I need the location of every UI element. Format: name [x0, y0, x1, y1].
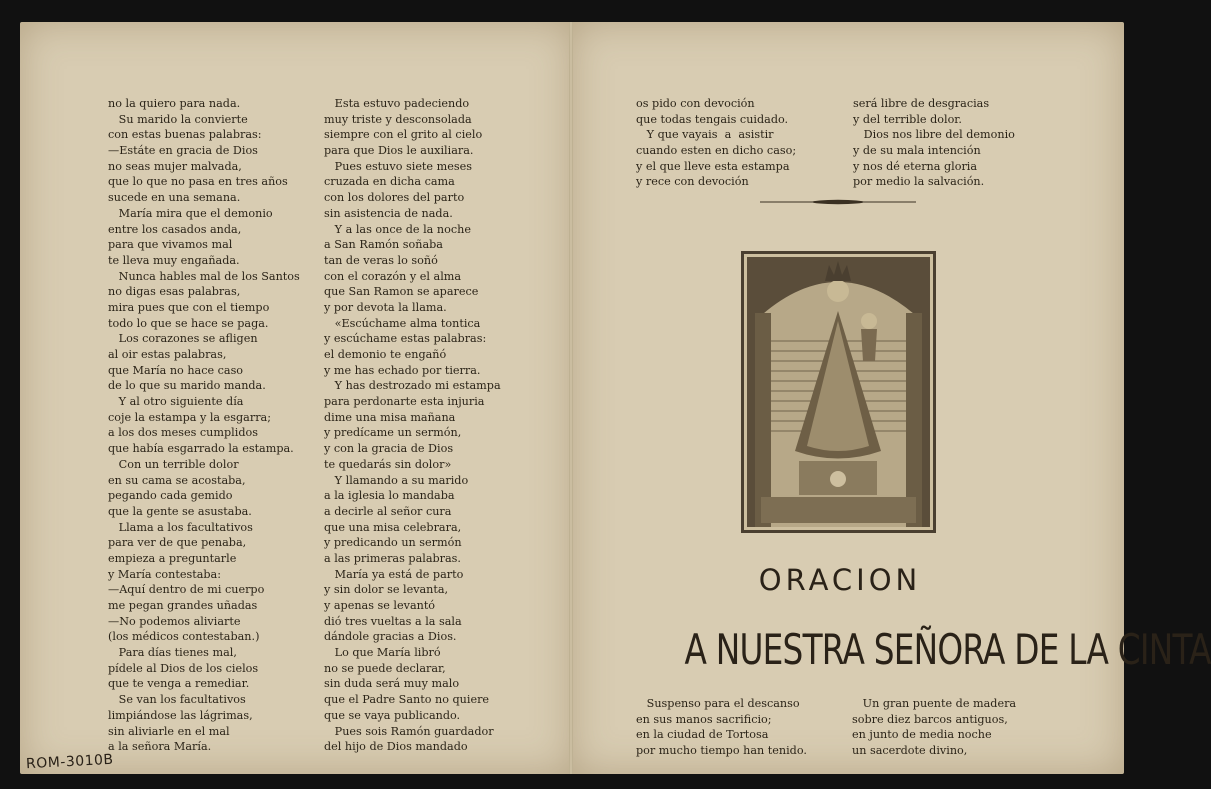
verse-line: que lo que no pasa en tres años	[108, 175, 288, 189]
verse-line: cuando esten en dicho caso;	[636, 144, 797, 158]
verse-line: por mucho tiempo han tenido.	[636, 744, 807, 758]
verse-line: Dios nos libre del demonio	[853, 128, 1015, 142]
verse-line: y sin dolor se levanta,	[324, 583, 449, 597]
verse-line: en junto de media noche	[852, 728, 992, 742]
verse-line: os pido con devoción	[636, 97, 755, 110]
verse-line: que se vaya publicando.	[324, 708, 461, 722]
verse-line: de lo que su marido manda.	[108, 379, 266, 393]
verse-line: María ya está de parto	[324, 567, 464, 581]
verse-line: a las primeras palabras.	[324, 551, 461, 565]
verse-line: pegando cada gemido	[108, 489, 233, 503]
verse-line: Esta estuvo padeciendo	[324, 97, 470, 110]
verse-line: tan de veras lo soñó	[324, 253, 438, 267]
verse-line: sobre diez barcos antiguos,	[852, 712, 1008, 726]
verse-line: y escúchame estas palabras:	[324, 332, 487, 346]
verse-line: y María contestaba:	[108, 567, 221, 581]
verse-line: y de su mala intención	[853, 144, 981, 158]
poem-column-3	[636, 96, 796, 190]
verse-line: Un gran puente de madera	[852, 697, 1017, 710]
poem-column-1	[108, 96, 300, 755]
verse-line: (los médicos contestaban.)	[108, 630, 260, 644]
verse-line: «Escúchame alma tontica	[324, 316, 481, 330]
verse-line: que San Ramon se aparece	[324, 285, 479, 299]
verse-line: en la ciudad de Tortosa	[636, 728, 769, 742]
verse-line: mira pues que con el tiempo	[108, 300, 270, 314]
verse-line: Pues estuvo siete meses	[324, 159, 472, 173]
verse-line: que todas tengais cuidado.	[636, 112, 789, 126]
verse-line: en sus manos sacrificio;	[636, 712, 772, 726]
verse-line: sucede en una semana.	[108, 191, 241, 205]
verse-line: te quedarás sin dolor»	[324, 457, 452, 471]
verse-line: todo lo que se hace se paga.	[108, 316, 269, 330]
verse-line: siempre con el grito al cielo	[324, 128, 483, 142]
verse-line: sin duda será muy malo	[324, 677, 460, 691]
verse-line: con los dolores del parto	[324, 191, 465, 205]
verse-line: Y que vayais a asistir	[636, 128, 774, 142]
verse-line: y predicando un sermón	[324, 536, 462, 550]
verse-line: y me has echado por tierra.	[324, 363, 481, 377]
verse-line: dió tres vueltas a la sala	[324, 614, 462, 628]
verse-line: no digas esas palabras,	[108, 285, 241, 299]
verse-line: que el Padre Santo no quiere	[324, 693, 490, 707]
verse-line: Y llamando a su marido	[324, 473, 469, 487]
verse-line: el demonio te engañó	[324, 348, 447, 361]
poem-column-5	[636, 696, 807, 759]
verse-line: y predícame un sermón,	[324, 426, 462, 440]
verse-line: y apenas se levantó	[324, 599, 436, 612]
verse-line: Lo que María libró	[324, 646, 441, 660]
verse-line: me pegan grandes uñadas	[108, 599, 258, 612]
verse-line: a San Ramón soñaba	[324, 238, 443, 252]
verse-line: Y a las once de la noche	[324, 222, 471, 236]
verse-line: y nos dé eterna gloria	[853, 159, 978, 173]
verse-line: sin asistencia de nada.	[324, 206, 453, 220]
verse-line: Y has destrozado mi estampa	[324, 379, 501, 393]
verse-line: a la señora María.	[108, 740, 212, 754]
verse-line: empieza a preguntarle	[108, 551, 237, 565]
verse-line: que la gente se asustaba.	[108, 504, 252, 518]
verse-line: para que Dios le auxiliara.	[324, 144, 474, 158]
verse-line: dándole gracias a Dios.	[324, 630, 457, 644]
verse-line: Pues sois Ramón guardador	[324, 724, 494, 738]
verse-line: Nunca hables mal de los Santos	[108, 269, 300, 283]
verse-line: al oir estas palabras,	[108, 348, 227, 361]
verse-line: limpiándose las lágrimas,	[108, 708, 253, 722]
verse-line: Suspenso para el descanso	[636, 697, 800, 710]
verse-line: —Estáte en gracia de Dios	[108, 144, 258, 158]
verse-line: a decirle al señor cura	[324, 504, 452, 518]
verse-line: para que vivamos mal	[108, 238, 233, 252]
verse-line: a la iglesia lo mandaba	[324, 489, 455, 503]
verse-line: será libre de desgracias	[853, 97, 990, 110]
catalog-mark: ROM-3010B	[25, 751, 114, 773]
verse-line: que María no hace caso	[108, 363, 244, 377]
verse-line: —No podemos aliviarte	[108, 614, 241, 628]
verse-line: Los corazones se afligen	[108, 332, 258, 346]
divider-ornament	[760, 199, 916, 205]
verse-line: Su marido la convierte	[108, 112, 248, 126]
verse-line: con el corazón y el alma	[324, 269, 462, 283]
verse-line: y del terrible dolor.	[853, 112, 962, 126]
verse-line: te lleva muy engañada.	[108, 253, 240, 267]
verse-line: a los dos meses cumplidos	[108, 426, 258, 440]
verse-line: que había esgarrado la estampa.	[108, 442, 294, 456]
verse-line: no la quiero para nada.	[108, 97, 241, 110]
verse-line: muy triste y desconsolada	[324, 112, 472, 126]
verse-line: por medio la salvación.	[853, 175, 985, 189]
verse-line: Y al otro siguiente día	[108, 395, 244, 409]
verse-line: y por devota la llama.	[324, 300, 447, 314]
verse-line: María mira que el demonio	[108, 206, 273, 220]
verse-line: Con un terrible dolor	[108, 457, 239, 471]
verse-line: entre los casados anda,	[108, 222, 242, 236]
verse-line: con estas buenas palabras:	[108, 128, 262, 142]
virgin-engraving-image	[741, 251, 936, 533]
verse-line: para perdonarte esta injuria	[324, 395, 485, 409]
verse-line: —Aquí dentro de mi cuerpo	[108, 583, 265, 597]
title-nuestra-senora: A NUESTRA SEÑORA DE LA CINTA	[684, 625, 1211, 674]
verse-line: Llama a los facultativos	[108, 520, 253, 534]
title-oracion: ORACION	[758, 563, 922, 597]
verse-line: dime una misa mañana	[324, 410, 456, 424]
verse-line: coje la estampa y la esgarra;	[108, 410, 271, 424]
verse-line: y con la gracia de Dios	[324, 442, 454, 456]
verse-line: cruzada en dicha cama	[324, 175, 455, 189]
verse-line: y rece con devoción	[636, 175, 749, 189]
verse-line: Para días tienes mal,	[108, 646, 237, 660]
verse-line: no se puede declarar,	[324, 661, 446, 675]
verse-line: un sacerdote divino,	[852, 744, 968, 758]
verse-line: Se van los facultativos	[108, 693, 246, 707]
verse-line: pídele al Dios de los cielos	[108, 661, 259, 675]
verse-line: y el que lleve esta estampa	[636, 159, 790, 173]
page-fold	[569, 22, 573, 774]
poem-column-4	[853, 96, 1015, 190]
poem-column-6	[852, 696, 1016, 759]
verse-line: del hijo de Dios mandado	[324, 740, 468, 754]
verse-line: sin aliviarle en el mal	[108, 724, 230, 738]
verse-line: en su cama se acostaba,	[108, 473, 246, 487]
verse-line: que te venga a remediar.	[108, 677, 250, 691]
verse-line: no seas mujer malvada,	[108, 159, 242, 173]
verse-line: que una misa celebrara,	[324, 520, 462, 534]
verse-line: para ver de que penaba,	[108, 536, 247, 550]
poem-column-2	[324, 96, 501, 755]
